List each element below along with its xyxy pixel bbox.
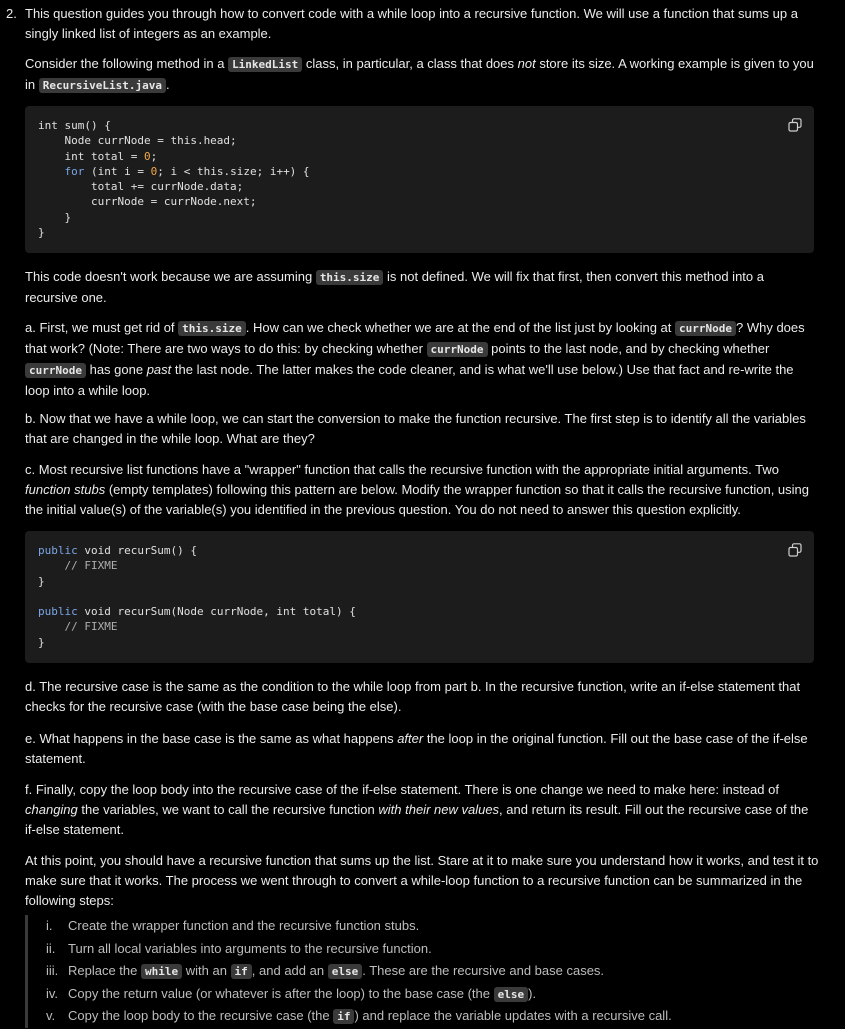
question-intro: This question guides you through how to convert code with a while loop into a recursive function. We will use a function that sums up a singly linked list of integers as an example.: [25, 6, 798, 41]
part-a: a. First, we must get rid of this.size . How can we check whether we are at the end of the list just by looking at currNode ? Why does that work? (Note: There are two ways to do this: by checking whether currNode points to the last node, and by checking whether currNode has gone past the last node. The latter makes the code cleaner, and is what we'll use below.) Use that fact and re-write the loop into a while loop.: [25, 320, 805, 398]
inline-code: currNode: [427, 342, 488, 357]
code-recursum: public void recurSum() { // FIXME } public void recurSum(Node currNode, int total) { // FIXME }: [38, 544, 356, 649]
part-f: f. Finally, copy the loop body into the recursive case of the if-else statement. There is one change we need to make here: instead of changing the variables, we want to call the recursive function with their new values, and return its result. Fill out the recursive case of the if-else statement.: [25, 782, 809, 837]
inline-code-recursivelist: RecursiveList.java: [39, 78, 166, 93]
inline-code: this.size: [178, 321, 246, 336]
consider-paragraph: Consider the following method in a LinkedList class, in particular, a class that does not store its size. A working example is given to you in RecursiveList.java .: [25, 56, 814, 92]
part-d: d. The recursive case is the same as the condition to the while loop from part b. In the recursive function, write an if-else statement that checks for the recursive case (with the base case being the else).: [25, 679, 801, 714]
summary-paragraph: At this point, you should have a recursive function that sums up the list. Stare at it to make sure you understand how it works, and test it to make sure that it works. The process we went through to convert a while-loop function to a recursive function can be summarized in the following steps:: [25, 853, 819, 908]
part-b: b. Now that we have a while loop, we can start the conversion to make the function recursive. The first step is to identify all the variables that are changed in the while loop. What are they?: [25, 411, 806, 446]
inline-code: if: [333, 1009, 354, 1024]
list-item: i. Create the wrapper function and the recursive function stubs.: [46, 918, 420, 933]
list-item: v. Copy the loop body to the recursive case (the if ) and replace the variable updates with a recursive call.: [46, 1008, 672, 1023]
inline-code: else: [328, 964, 363, 979]
inline-code: currNode: [675, 321, 736, 336]
inline-code: else: [494, 987, 529, 1002]
inline-code-linkedlist: LinkedList: [228, 57, 302, 72]
question-number: 2.: [6, 6, 17, 21]
code-sum: int sum() { Node currNode = this.head; int total = 0; for (int i = 0; i < this.size; i++) { total += currNode.data; currNode = currNode.next; } }: [38, 119, 310, 240]
inline-code: currNode: [25, 363, 86, 378]
inline-code: while: [141, 964, 182, 979]
inline-code: if: [231, 964, 252, 979]
part-c: c. Most recursive list functions have a "wrapper" function that calls the recursive function with the appropriate initial arguments. Two function stubs (empty templates) following this pattern are below. Modify the wrapper function so that it calls the recursive function, using the initial value(s) of the variable(s) you identified in the previous question. You do not need to answer this question explicitly.: [25, 462, 810, 517]
doesnt-work-paragraph: This code doesn't work because we are assuming this.size is not defined. We will fix that first, then convert this method into a recursive one.: [25, 269, 764, 305]
steps-list: [25, 915, 823, 1028]
code-line-total: int total = 0;: [38, 149, 158, 163]
code-block-sum: [25, 106, 814, 253]
list-item: iv. Copy the return value (or whatever is after the loop) to the base case (the else ).: [46, 985, 537, 1001]
list-item: ii. Turn all local variables into arguments to the recursive function.: [46, 940, 432, 956]
copy-icon[interactable]: [788, 118, 802, 132]
copy-icon[interactable]: [788, 543, 802, 557]
code-block-recursum: [25, 531, 814, 663]
inline-code-this-size: this.size: [316, 270, 384, 285]
part-e: e. What happens in the base case is the same as what happens after the loop in the original function. Fill out the base case of the if-else statement.: [25, 731, 808, 766]
list-item: iii. Replace the while with an if , and add an else . These are the recursive and base cases.: [46, 963, 605, 978]
code-line-for: for (int i = 0; i < this.size; i++) {: [64, 164, 310, 178]
